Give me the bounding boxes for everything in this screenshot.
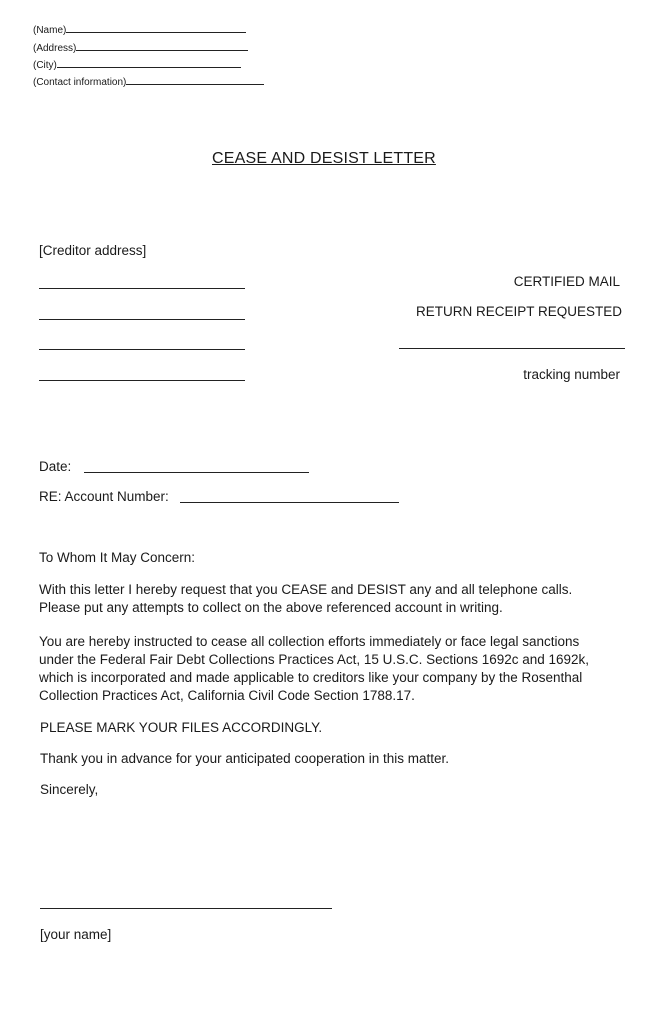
creditor-address-line-1[interactable] xyxy=(39,288,245,289)
sender-contact-label: (Contact information) xyxy=(33,77,127,88)
return-receipt-label: RETURN RECEIPT REQUESTED xyxy=(415,304,622,319)
paragraph-legal xyxy=(39,633,639,705)
paragraph-request xyxy=(39,581,639,617)
mark-files-notice: PLEASE MARK YOUR FILES ACCORDINGLY. xyxy=(40,720,323,735)
creditor-address-line-4[interactable] xyxy=(39,380,245,381)
sender-address-field[interactable] xyxy=(76,41,248,51)
creditor-address-line-3[interactable] xyxy=(39,349,245,350)
sender-name-row xyxy=(33,23,246,37)
sender-name-field[interactable] xyxy=(66,23,246,33)
sender-name-label: (Name) xyxy=(33,25,67,36)
sender-city-field[interactable] xyxy=(57,58,241,68)
date-field[interactable] xyxy=(84,472,309,473)
signature-line[interactable] xyxy=(40,908,332,909)
letter-title: CEASE AND DESIST LETTER xyxy=(212,150,436,167)
paragraph-line: which is incorporated and made applicable to creditors like your company by the Rosenthal xyxy=(39,670,583,685)
salutation: To Whom It May Concern: xyxy=(39,550,196,565)
tracking-number-label: tracking number xyxy=(523,367,620,382)
sender-contact-field[interactable] xyxy=(126,75,264,85)
tracking-number-field[interactable] xyxy=(399,348,625,349)
signature-name-label: [your name] xyxy=(40,927,112,942)
date-label: Date: xyxy=(39,459,72,474)
account-number-label: RE: Account Number: xyxy=(39,489,169,504)
account-number-field[interactable] xyxy=(180,502,399,503)
thank-you-line: Thank you in advance for your anticipated cooperation in this matter. xyxy=(40,751,449,766)
paragraph-line: under the Federal Fair Debt Collections Practices Act, 15 U.S.C. Sections 1692c and 1692k, xyxy=(39,652,590,667)
paragraph-line: You are hereby instructed to cease all collection efforts immediately or face legal sanctions xyxy=(39,634,580,649)
certified-mail-label: CERTIFIED MAIL xyxy=(513,274,620,289)
paragraph-line: Please put any attempts to collect on the above referenced account in writing. xyxy=(39,600,503,615)
paragraph-line: Collection Practices Act, California Civil Code Section 1788.17. xyxy=(39,688,415,703)
creditor-address-label: [Creditor address] xyxy=(39,243,147,258)
creditor-address-line-2[interactable] xyxy=(39,319,245,320)
sender-city-row xyxy=(33,58,241,72)
paragraph-line: With this letter I hereby request that you CEASE and DESIST any and all telephone calls. xyxy=(39,582,573,597)
sender-address-row xyxy=(33,41,248,55)
sender-contact-row xyxy=(33,75,264,89)
closing: Sincerely, xyxy=(40,782,99,797)
sender-address-label: (Address) xyxy=(33,43,77,54)
sender-city-label: (City) xyxy=(33,60,57,71)
